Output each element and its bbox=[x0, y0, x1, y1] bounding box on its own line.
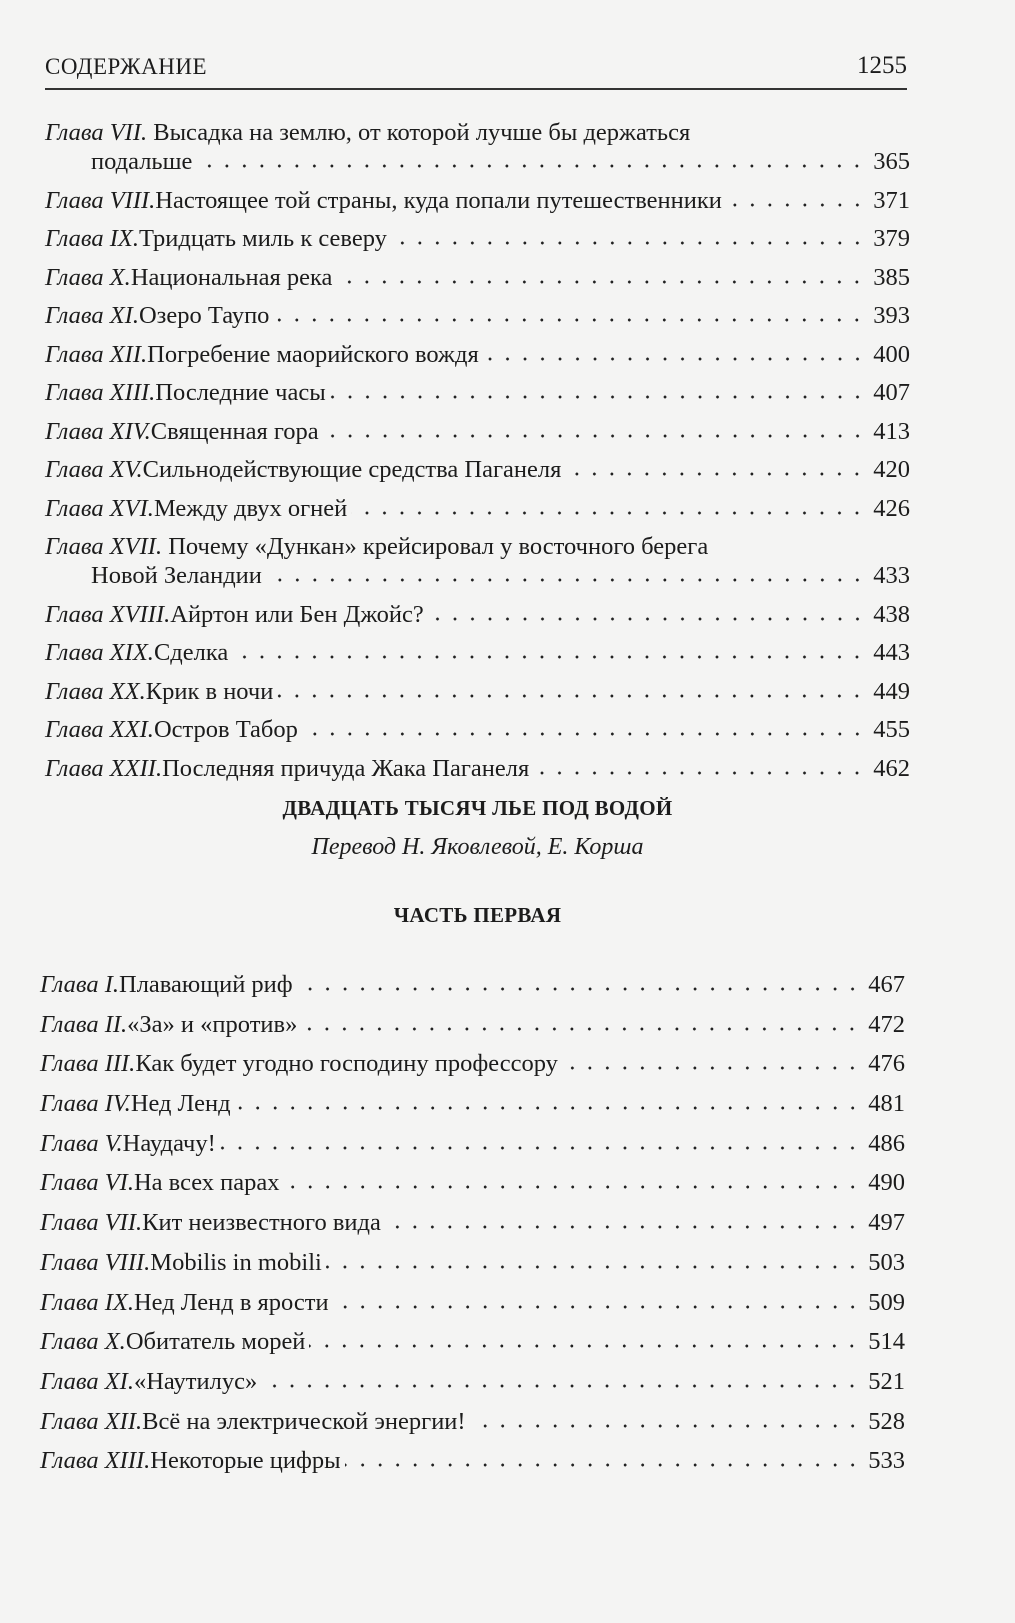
dot-leader bbox=[470, 1423, 861, 1429]
toc-entry bbox=[45, 261, 910, 295]
chapter-title: Кит неизвестного вида bbox=[142, 1209, 381, 1237]
chapter-title: Как будет угодно господину профессору bbox=[135, 1050, 558, 1078]
dot-leader bbox=[483, 356, 866, 362]
toc-entry bbox=[45, 222, 910, 256]
header-title: СОДЕРЖАНИЕ bbox=[45, 54, 208, 79]
dot-leader bbox=[565, 471, 866, 477]
dot-leader bbox=[323, 433, 866, 439]
toc-entry bbox=[40, 1286, 905, 1320]
dot-leader bbox=[309, 1343, 861, 1349]
toc-entry bbox=[45, 530, 910, 593]
page-ref: 365 bbox=[873, 148, 910, 175]
dot-leader bbox=[726, 202, 866, 208]
toc-entry bbox=[40, 1325, 905, 1359]
toc-entry bbox=[40, 1206, 905, 1240]
dot-leader bbox=[345, 1462, 861, 1468]
page-ref: 476 bbox=[868, 1050, 905, 1078]
chapter-title: Обитатель морей bbox=[125, 1328, 306, 1356]
toc-entry bbox=[45, 636, 910, 670]
page-ref: 413 bbox=[873, 417, 910, 445]
dot-leader bbox=[330, 394, 866, 400]
toc-entry bbox=[45, 376, 910, 410]
toc-entry bbox=[40, 1087, 905, 1121]
toc-entry bbox=[40, 1405, 905, 1439]
part-heading: ЧАСТЬ ПЕРВАЯ bbox=[393, 903, 562, 927]
chapter-label: Глава II. bbox=[40, 1010, 128, 1038]
toc-entry bbox=[40, 1444, 905, 1478]
toc-section-1 bbox=[45, 116, 910, 790]
chapter-label: Глава IX. bbox=[45, 225, 139, 252]
chapter-label: Глава XVII. bbox=[45, 533, 163, 560]
chapter-title: Почему «Дункан» крейсировал у восточного берега bbox=[168, 533, 709, 560]
chapter-title: Плавающий риф bbox=[119, 971, 293, 998]
dot-leader bbox=[196, 163, 866, 169]
chapter-label: Глава V. bbox=[40, 1129, 123, 1157]
page-number: 1255 bbox=[857, 52, 907, 79]
chapter-title: Сделка bbox=[153, 639, 229, 666]
chapter-title: Погребение маорийского вождя bbox=[147, 340, 479, 368]
dot-leader bbox=[351, 510, 866, 516]
chapter-title: Последние часы bbox=[155, 379, 326, 406]
chapter-title: Тридцать миль к северу bbox=[138, 225, 387, 252]
page-ref: 521 bbox=[868, 1367, 905, 1395]
chapter-title: Озеро Таупо bbox=[138, 302, 270, 329]
page-ref: 443 bbox=[873, 639, 910, 666]
page-ref: 438 bbox=[873, 600, 910, 628]
chapter-label: Глава XVI. bbox=[45, 494, 154, 522]
chapter-title: Нед Ленд в ярости bbox=[133, 1288, 329, 1316]
dot-leader bbox=[333, 1304, 861, 1310]
chapter-label: Глава X. bbox=[40, 1328, 126, 1356]
chapter-label: Глава XII. bbox=[40, 1407, 143, 1435]
toc-entry bbox=[40, 968, 905, 1002]
chapter-label: Глава XIII. bbox=[40, 1447, 151, 1475]
chapter-label: Глава XVIII. bbox=[45, 600, 171, 628]
toc-entry bbox=[45, 598, 910, 632]
page-ref: 497 bbox=[868, 1209, 905, 1237]
toc-entry bbox=[45, 453, 910, 487]
chapter-title-continued: подальше bbox=[91, 148, 193, 175]
toc-entry bbox=[45, 184, 910, 218]
page-ref: 467 bbox=[868, 971, 905, 998]
chapter-title-continued: Новой Зеландии bbox=[91, 562, 262, 589]
dot-leader bbox=[326, 1264, 861, 1270]
chapter-title: Наудачу! bbox=[122, 1129, 216, 1157]
dot-leader bbox=[533, 770, 866, 776]
dot-leader bbox=[297, 986, 861, 992]
chapter-title: Последняя причуда Жака Паганеля bbox=[162, 754, 530, 782]
running-header bbox=[45, 52, 907, 90]
page-ref: 455 bbox=[873, 716, 910, 743]
page-ref: 490 bbox=[868, 1169, 905, 1197]
page-ref: 462 bbox=[873, 754, 910, 782]
toc-entry bbox=[45, 299, 910, 333]
chapter-title: Mobilis in mobili bbox=[150, 1248, 322, 1276]
chapter-label: Глава XV. bbox=[45, 456, 143, 483]
chapter-label: Глава XI. bbox=[45, 302, 139, 329]
page-ref: 371 bbox=[873, 186, 910, 214]
chapter-title: Высадка на землю, от которой лучше бы держаться bbox=[153, 119, 691, 146]
dot-leader bbox=[277, 693, 866, 699]
page-ref: 407 bbox=[873, 379, 910, 406]
toc-entry bbox=[45, 338, 910, 372]
dot-leader bbox=[232, 654, 866, 660]
page-ref: 426 bbox=[873, 494, 910, 522]
chapter-title: «За» и «против» bbox=[127, 1010, 298, 1038]
page-ref: 481 bbox=[868, 1090, 905, 1118]
toc-entry bbox=[40, 1047, 905, 1081]
chapter-label: Глава VII. bbox=[45, 119, 148, 146]
chapter-label: Глава VI. bbox=[40, 1169, 134, 1197]
dot-leader bbox=[301, 1026, 861, 1032]
book-title: ДВАДЦАТЬ ТЫСЯЧ ЛЬЕ ПОД ВОДОЙ bbox=[282, 796, 673, 820]
page-ref: 420 bbox=[873, 456, 910, 483]
chapter-label: Глава VIII. bbox=[40, 1248, 151, 1276]
toc-entry bbox=[45, 752, 910, 786]
page-ref: 400 bbox=[873, 340, 910, 368]
chapter-label: Глава XIII. bbox=[45, 379, 156, 406]
dot-leader bbox=[385, 1224, 861, 1230]
page-ref: 385 bbox=[873, 263, 910, 291]
dot-leader bbox=[235, 1105, 861, 1111]
chapter-title: Национальная река bbox=[130, 263, 333, 291]
dot-leader bbox=[220, 1145, 861, 1151]
chapter-label: Глава XXII. bbox=[45, 754, 163, 782]
toc-entry bbox=[40, 1166, 905, 1200]
translator-credit: Перевод Н. Яковлевой, Е. Корша bbox=[311, 834, 644, 860]
dot-leader bbox=[284, 1184, 861, 1190]
toc-entry bbox=[40, 1246, 905, 1280]
chapter-title: На всех парах bbox=[133, 1169, 280, 1197]
dot-leader bbox=[562, 1065, 861, 1071]
chapter-title: Некоторые цифры bbox=[150, 1447, 341, 1475]
chapter-label: Глава I. bbox=[40, 971, 119, 998]
chapter-label: Глава XIV. bbox=[45, 417, 151, 445]
chapter-label: Глава VIII. bbox=[45, 186, 156, 214]
toc-entry bbox=[40, 1008, 905, 1042]
chapter-label: Глава XI. bbox=[40, 1367, 134, 1395]
dot-leader bbox=[336, 279, 866, 285]
dot-leader bbox=[261, 1383, 861, 1389]
page-ref: 509 bbox=[868, 1288, 905, 1316]
chapter-title: Айртон или Бен Джойс? bbox=[170, 600, 424, 628]
chapter-label: Глава XXI. bbox=[45, 716, 154, 743]
toc-entry bbox=[40, 1127, 905, 1161]
toc-entry bbox=[45, 713, 910, 747]
chapter-title: Между двух огней bbox=[153, 494, 348, 522]
chapter-label: Глава IX. bbox=[40, 1288, 134, 1316]
page-ref: 514 bbox=[868, 1328, 905, 1356]
chapter-label: Глава IV. bbox=[40, 1090, 131, 1118]
chapter-label: Глава III. bbox=[40, 1050, 136, 1078]
chapter-label: Глава XIX. bbox=[45, 639, 154, 666]
dot-leader bbox=[391, 240, 866, 246]
chapter-title: Священная гора bbox=[150, 417, 319, 445]
dot-leader bbox=[266, 577, 866, 583]
chapter-title: Сильнодействующие средства Паганеля bbox=[142, 456, 562, 483]
dot-leader bbox=[273, 317, 866, 323]
page-ref: 379 bbox=[873, 225, 910, 252]
page-ref: 433 bbox=[873, 562, 910, 589]
toc-section-2 bbox=[40, 968, 905, 1484]
page-ref: 533 bbox=[868, 1447, 905, 1475]
chapter-title: Остров Табор bbox=[153, 716, 298, 743]
page-ref: 449 bbox=[873, 677, 910, 705]
toc-entry bbox=[40, 1365, 905, 1399]
page-ref: 393 bbox=[873, 302, 910, 329]
toc-entry bbox=[45, 116, 910, 179]
chapter-title: «Наутилус» bbox=[133, 1367, 258, 1395]
toc-entry bbox=[45, 415, 910, 449]
page-ref: 486 bbox=[868, 1129, 905, 1157]
toc-entry bbox=[45, 675, 910, 709]
chapter-title: Нед Ленд bbox=[130, 1090, 231, 1118]
dot-leader bbox=[428, 616, 866, 622]
page-ref: 528 bbox=[868, 1407, 905, 1435]
chapter-label: Глава X. bbox=[45, 263, 131, 291]
chapter-title: Крик в ночи bbox=[145, 677, 274, 705]
page-ref: 503 bbox=[868, 1248, 905, 1276]
page-ref: 472 bbox=[868, 1010, 905, 1038]
chapter-label: Глава VII. bbox=[40, 1209, 143, 1237]
chapter-label: Глава XX. bbox=[45, 677, 146, 705]
chapter-title: Настоящее той страны, куда попали путешественники bbox=[155, 186, 722, 214]
toc-entry bbox=[45, 492, 910, 526]
chapter-title: Всё на электрической энергии! bbox=[142, 1407, 466, 1435]
chapter-label: Глава XII. bbox=[45, 340, 148, 368]
dot-leader bbox=[302, 731, 866, 737]
